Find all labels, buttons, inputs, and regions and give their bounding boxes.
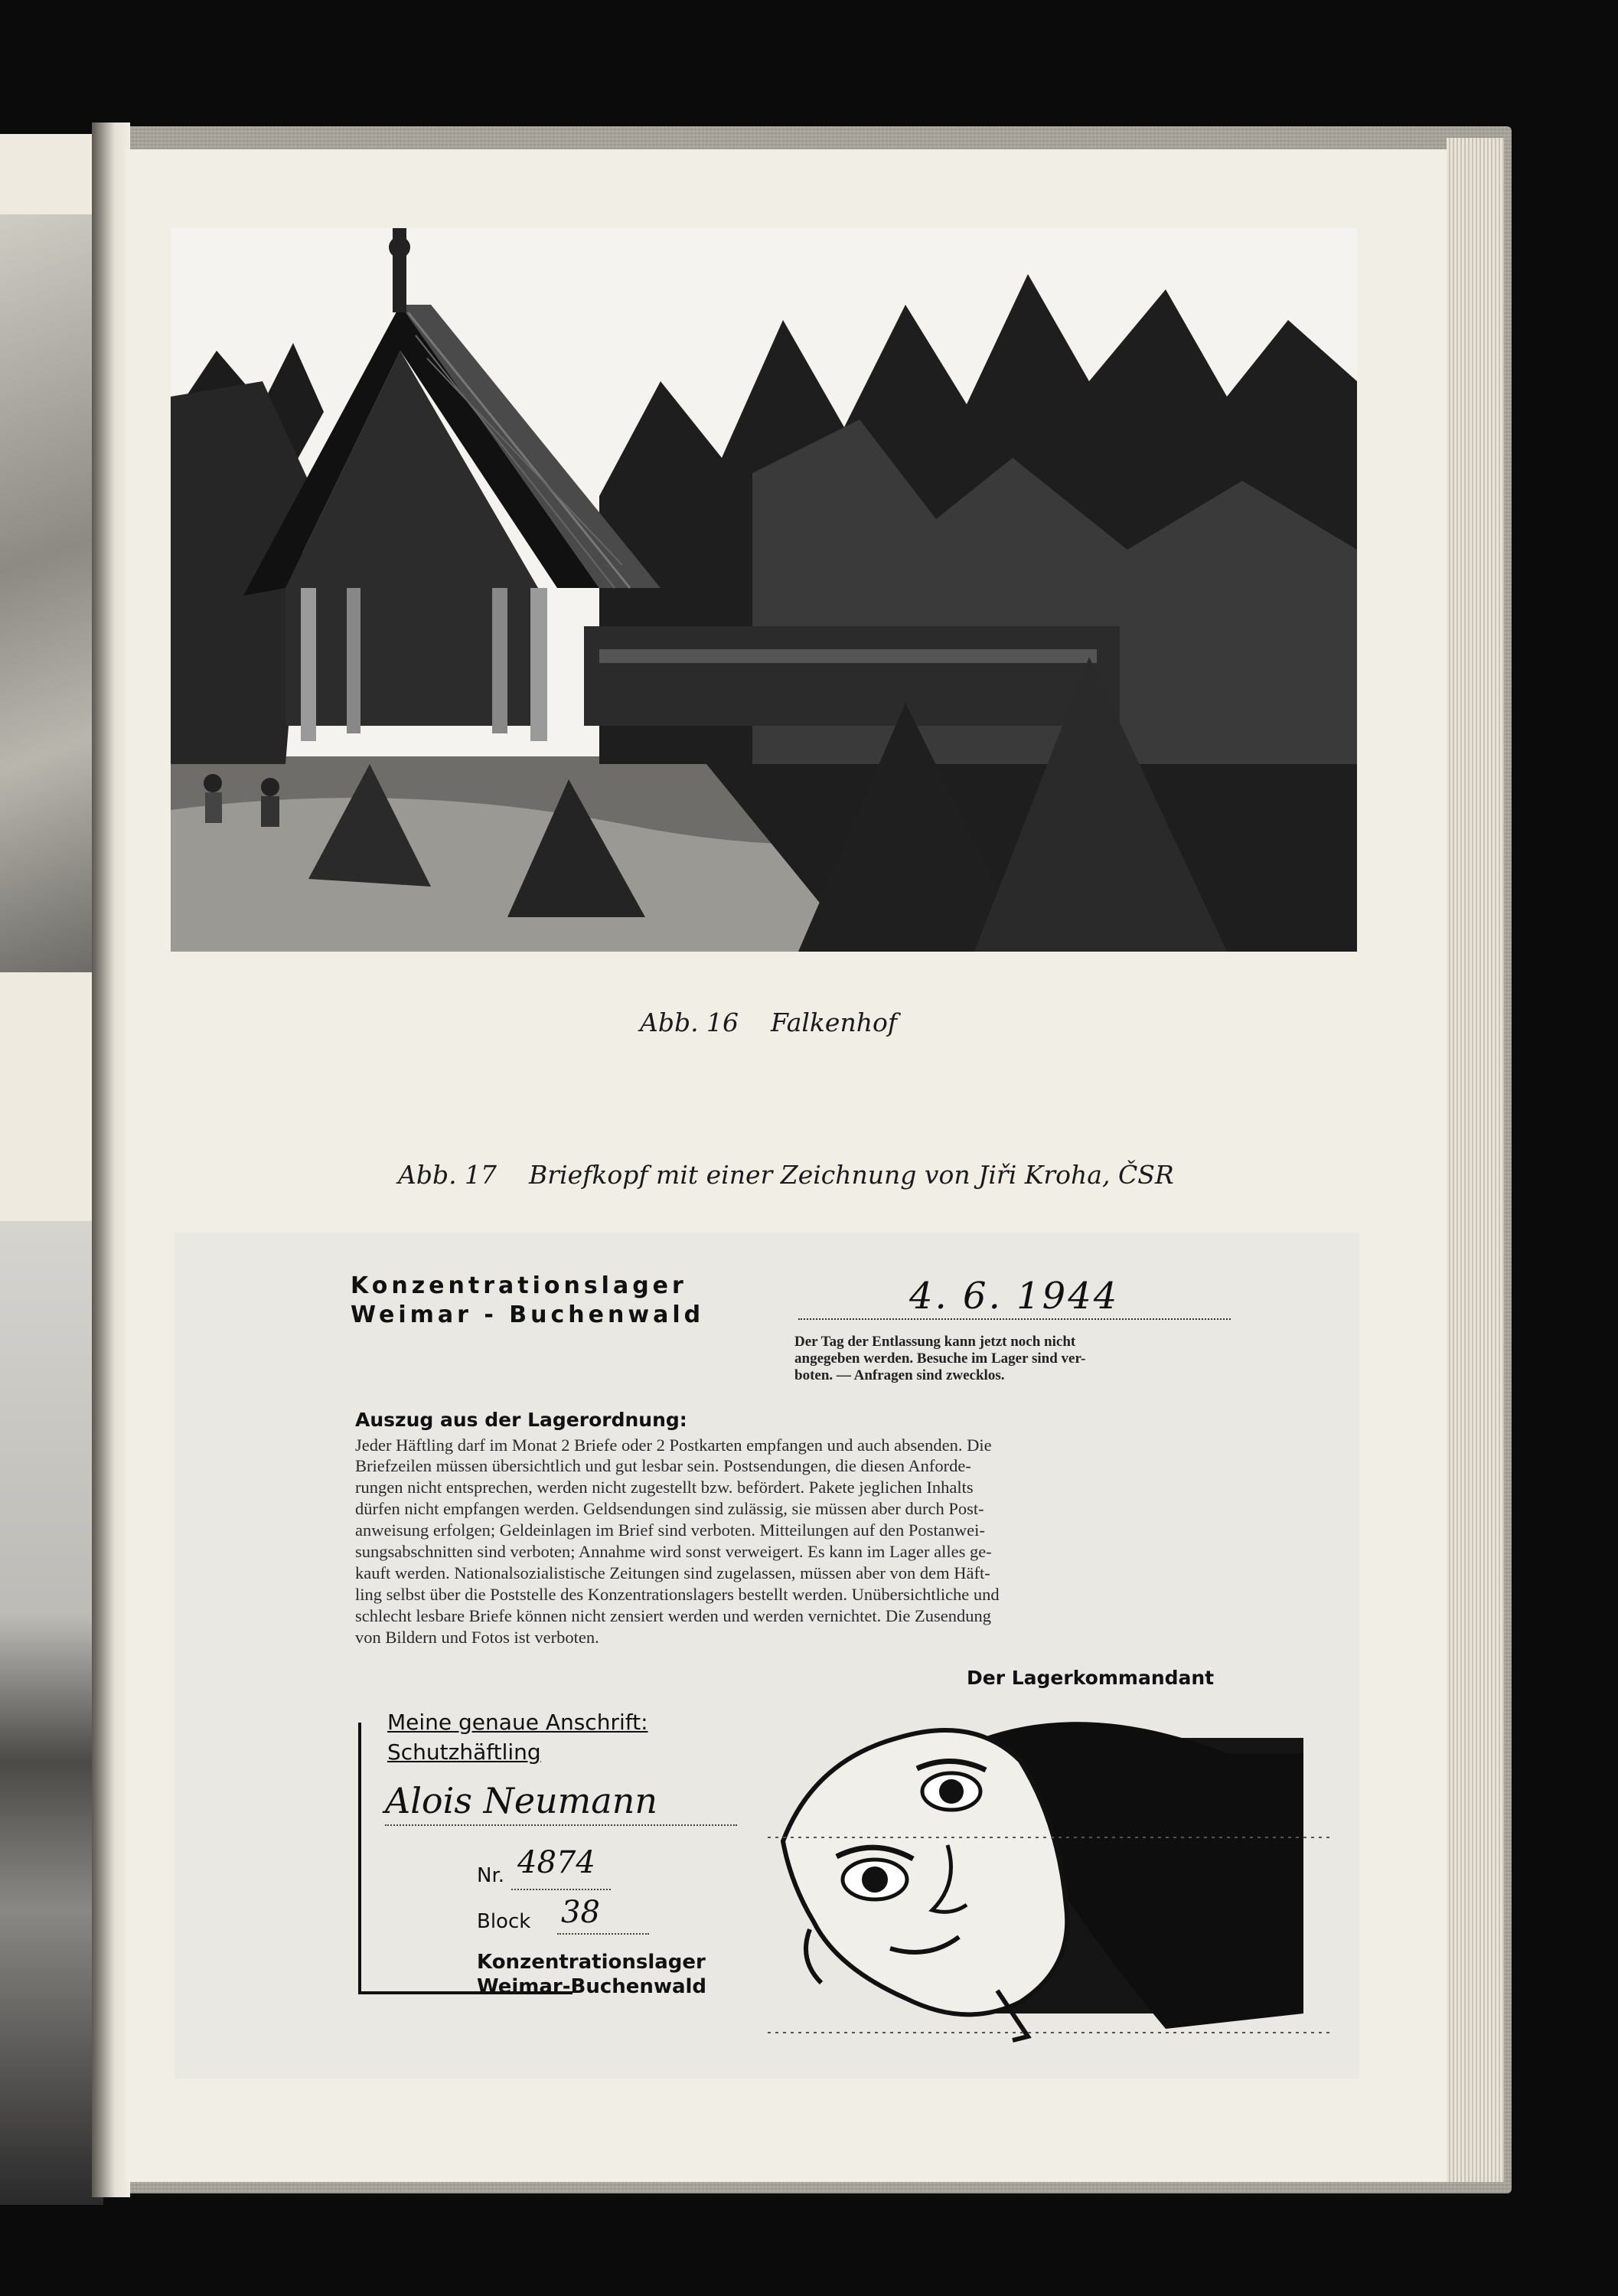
figure-16-number: Abb. 16	[640, 1008, 739, 1037]
address-label: Meine genaue Anschrift:	[387, 1710, 648, 1735]
release-note-line: boten. — Anfragen sind zwecklos.	[794, 1367, 1005, 1383]
figure-16-caption	[640, 1008, 897, 1037]
letterhead-header-line2: Weimar - Buchenwald	[351, 1302, 705, 1328]
figure-17-number: Abb. 17	[398, 1160, 497, 1190]
camp-address-line2: Weimar-Buchenwald	[477, 1975, 707, 1998]
camp-address-line1: Konzentrationslager	[477, 1951, 706, 1974]
falkenhof-photo	[171, 228, 1357, 952]
release-note-line: Der Tag der Entlassung kann jetzt noch nicht	[794, 1334, 1076, 1350]
page-edges	[1447, 138, 1504, 2182]
rules-text-line: dürfen nicht empfangen werden. Geldsendungen sind zulässig, sie müssen aber durch Post-	[355, 1499, 984, 1518]
left-photo-top	[0, 214, 103, 972]
number-dotted-line	[511, 1889, 611, 1890]
rules-text-line: von Bildern und Fotos ist verboten.	[355, 1628, 599, 1647]
date-dotted-line	[798, 1318, 1231, 1320]
handwritten-date: 4. 6. 1944	[909, 1275, 1120, 1318]
number-label: Nr.	[477, 1864, 505, 1887]
figure-16-title: Falkenhof	[771, 1008, 898, 1037]
prisoner-name-handwritten: Alois Neumann	[385, 1780, 657, 1821]
block-dotted-line	[557, 1933, 649, 1935]
figure-17-caption	[398, 1160, 1174, 1190]
rules-text-line: ling selbst über die Poststelle des Konzentrationslagers bestellt werden. Unübersichtliche und	[355, 1585, 1000, 1604]
commandant-signature: Der Lagerkommandant	[967, 1667, 1215, 1689]
rules-text-line: kauft werden. Nationalsozialistische Zeitungen sind zugelassen, müssen aber von dem Häft-	[355, 1563, 990, 1582]
rules-text-line: rungen nicht entsprechen, werden nicht zugestellt bzw. befördert. Pakete jeglichen Inhalts	[355, 1478, 974, 1497]
prisoner-type: Schutzhäftling	[387, 1739, 541, 1765]
rules-text-line: sungsabschnitten sind verboten; Annahme wird sonst verweigert. Es kann im Lager alles ge-	[355, 1542, 992, 1561]
face-drawing	[768, 1707, 1349, 2075]
release-note-line: angegeben werden. Besuche im Lager sind ver-	[794, 1350, 1086, 1367]
rules-text-line: Jeder Häftling darf im Monat 2 Briefe oder 2 Postkarten empfangen und auch absenden. Die	[355, 1435, 992, 1455]
block-label: Block	[477, 1910, 531, 1933]
rules-text-line: Briefzeilen müssen übersichtlich und gut lesbar sein. Postsendungen, die diesen Anforde-	[355, 1456, 971, 1475]
release-note	[794, 1334, 1086, 1384]
name-dotted-line	[385, 1824, 737, 1826]
rules-heading: Auszug aus der Lagerordnung:	[355, 1409, 687, 1431]
left-photo-bottom	[0, 1221, 103, 2205]
rules-text-line: anweisung erfolgen; Geldeinlagen im Brief sind verboten. Mitteilungen auf den Postanwei-	[355, 1520, 985, 1540]
figure-17-title: Briefkopf mit einer Zeichnung von Jiři Kroha, ČSR	[529, 1160, 1174, 1190]
prisoner-number-handwritten: 4874	[517, 1845, 595, 1880]
book-gutter	[92, 122, 130, 2197]
address-box-border	[358, 1723, 361, 1994]
letterhead-header-line1: Konzentrationslager	[351, 1272, 687, 1299]
rules-text-line: schlecht lesbare Briefe können nicht zensiert werden und werden vernichtet. Die Zusendung	[355, 1606, 991, 1625]
block-number-handwritten: 38	[561, 1895, 600, 1930]
letterhead-document	[175, 1233, 1359, 2079]
